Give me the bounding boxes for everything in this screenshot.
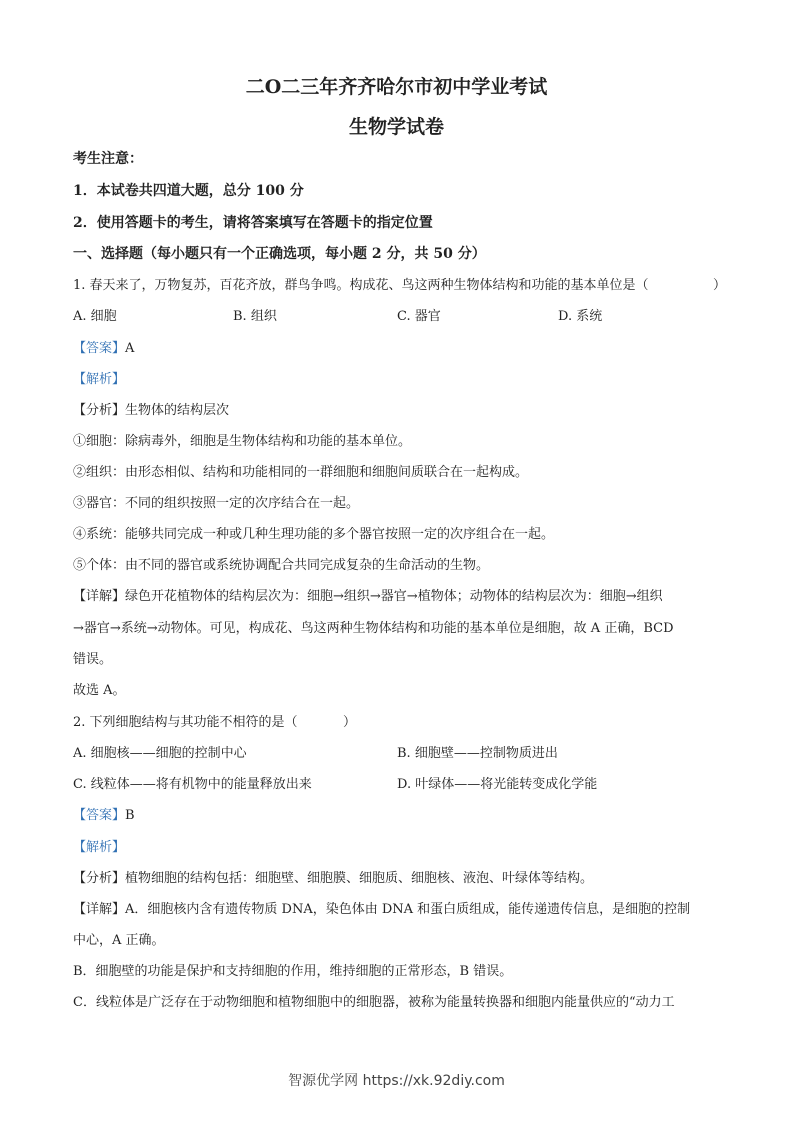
q1-xiangjie-text-1: 绿色开花植物体的结构层次为：细胞→组织→器官→植物体；动物体的结构层次为：细胞→组织: [125, 589, 663, 604]
q2-option-b: B. 细胞壁——控制物质进出: [397, 746, 558, 761]
q1-point-5: ⑤个体：由不同的器官或系统协调配合共同完成复杂的生命活动的生物。: [73, 558, 490, 573]
q2-fenxi-tag: 【分析】: [73, 871, 126, 886]
q2-fenxi: 植物细胞的结构包括：细胞壁、细胞膜、细胞质、细胞核、液泡、叶绿体等结构。: [125, 871, 594, 886]
q2-xiangjie-tag: 【详解】: [73, 902, 126, 917]
q1-option-b: B. 组织: [233, 309, 277, 324]
q2-fenxi-line: [73, 870, 593, 888]
q1-xiangjie-line-1: [73, 588, 663, 606]
q1-conclusion: 故选 A。: [73, 683, 126, 698]
q1-point-3: ③器官：不同的组织按照一定的次序结合在一起。: [73, 496, 360, 511]
q1-fenxi-tag: 【分析】: [73, 403, 126, 418]
q2-stem: 2. 下列细胞结构与其功能不相符的是（: [73, 715, 298, 730]
q1-fenxi-line: [73, 402, 229, 420]
q1-fenxi: 生物体的结构层次: [125, 403, 230, 418]
q1-answer-line: [73, 340, 134, 358]
q2-option-a: A. 细胞核——细胞的控制中心: [73, 746, 247, 761]
q1-option-c: C. 器官: [397, 309, 441, 324]
q2-xiangjie-text-1: A．细胞核内含有遗传物质 DNA，染色体由 DNA 和蛋白质组成，能传递遗传信息，是细胞的控制: [125, 902, 691, 917]
q1-option-a: A. 细胞: [73, 309, 117, 324]
q2-xiangjie-line-4: C．线粒体是广泛存在于动物细胞和植物细胞中的细胞器，被称为能量转换器和细胞内能量供应的“动力工: [73, 995, 675, 1010]
q2-answer: B: [125, 808, 135, 823]
q1-stem-line: [73, 277, 727, 295]
q1-point-1: ①细胞：除病毒外，细胞是生物体结构和功能的基本单位。: [73, 434, 412, 449]
q2-answer-tag: 【答案】: [73, 808, 126, 823]
q1-xiangjie-line-2: →器官→系统→动物体。可见，构成花、鸟这两种生物体结构和功能的基本单位是细胞，故 A 正确，BCD: [73, 621, 674, 636]
q1-answer-tag: 【答案】: [73, 341, 126, 356]
q2-paren-close: ）: [343, 715, 357, 730]
section-heading: 一、选择题（每小题只有一个正确选项，每小题 2 分，共 50 分）: [73, 246, 486, 262]
q1-answer: A: [125, 341, 135, 356]
q1-point-2: ②组织：由形态相似、结构和功能相同的一群细胞和细胞间质联合在一起构成。: [73, 465, 529, 480]
q2-jiexi-tag: 【解析】: [73, 840, 126, 855]
q2-stem-line: [73, 714, 357, 732]
q2-option-c: C. 线粒体——将有机物中的能量释放出来: [73, 777, 312, 792]
footer-watermark: 智源优学网 https://xk.92diy.com: [288, 1073, 505, 1089]
page-title: 二O二三年齐齐哈尔市初中学业考试: [245, 76, 548, 98]
q2-xiangjie-line-1: [73, 901, 690, 919]
q1-xiangjie-tag: 【详解】: [73, 589, 126, 604]
notice-item-1: 1．本试卷共四道大题，总分 100 分: [73, 183, 304, 199]
q1-xiangjie-line-3: 错误。: [73, 652, 113, 667]
page-subtitle: 生物学试卷: [348, 116, 444, 138]
q1-point-4: ④系统：能够共同完成一种或几种生理功能的多个器官按照一定的次序组合在一起。: [73, 527, 555, 542]
notice-heading: 考生注意：: [73, 151, 143, 167]
q1-option-d: D. 系统: [558, 309, 603, 324]
q2-option-d: D. 叶绿体——将光能转变成化学能: [397, 777, 598, 792]
q1-jiexi-tag: 【解析】: [73, 372, 126, 387]
q1-paren-close: ）: [713, 278, 727, 293]
q2-answer-line: [73, 807, 135, 825]
q1-stem: 1. 春天来了，万物复苏，百花齐放，群鸟争鸣。构成花、鸟这两种生物体结构和功能的基本单位是（: [73, 278, 649, 293]
q2-xiangjie-line-3: B．细胞壁的功能是保护和支持细胞的作用，维持细胞的正常形态，B 错误。: [73, 964, 513, 979]
q2-xiangjie-line-2: 中心，A 正确。: [73, 933, 165, 948]
notice-item-2: 2．使用答题卡的考生，请将答案填写在答题卡的指定位置: [73, 215, 433, 231]
